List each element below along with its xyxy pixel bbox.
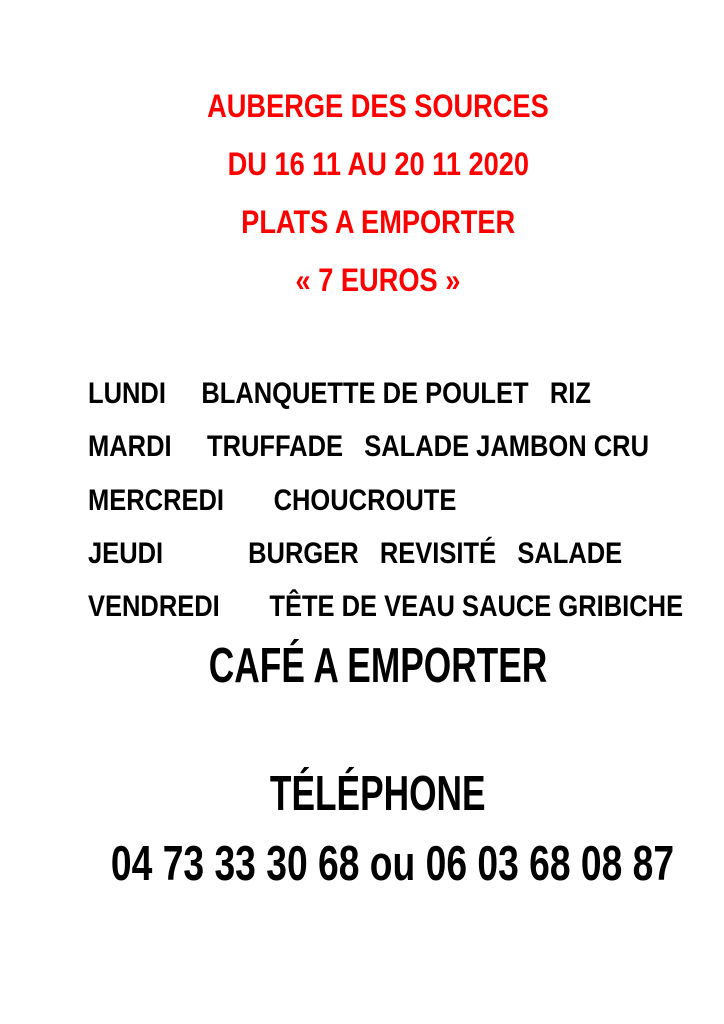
menu-row-text: JEUDI BURGER REVISITÉ SALADE: [88, 536, 623, 570]
menu-row-vendredi: [88, 580, 724, 633]
date-range-text: DU 16 11 AU 20 11 2020: [227, 146, 529, 182]
menu-row-text: MARDI TRUFFADE SALADE JAMBON CRU: [88, 430, 649, 464]
flyer-header: [32, 77, 724, 309]
menu-row-text: VENDREDI TÊTE DE VEAU SAUCE GRIBICHE: [88, 590, 684, 624]
restaurant-name-text: AUBERGE DES SOURCES: [207, 88, 549, 124]
telephone-heading-text: TÉLÉPHONE: [270, 767, 486, 821]
phone-numbers-line: [22, 839, 724, 889]
price-line-text: « 7 EUROS »: [295, 262, 461, 298]
flyer-subtitle-text: PLATS A EMPORTER: [240, 204, 516, 240]
weekly-menu: [88, 367, 724, 633]
date-range: [32, 135, 724, 193]
telephone-heading: [32, 769, 724, 819]
menu-row-text: LUNDI BLANQUETTE DE POULET RIZ: [88, 377, 591, 410]
cafe-heading: [32, 641, 724, 691]
cafe-heading-text: CAFÉ A EMPORTER: [208, 639, 548, 693]
restaurant-name: [32, 77, 724, 135]
flyer-subtitle: [32, 193, 724, 251]
phone-numbers-text: 04 73 33 30 68 ou 06 03 68 08 87: [110, 837, 675, 891]
menu-row-mercredi: [88, 474, 724, 527]
menu-row-text: MERCREDI CHOUCROUTE: [88, 483, 457, 517]
menu-row-lundi: [88, 367, 724, 420]
price-line: [32, 251, 724, 309]
menu-row-jeudi: [88, 527, 724, 580]
menu-row-mardi: [88, 420, 724, 473]
